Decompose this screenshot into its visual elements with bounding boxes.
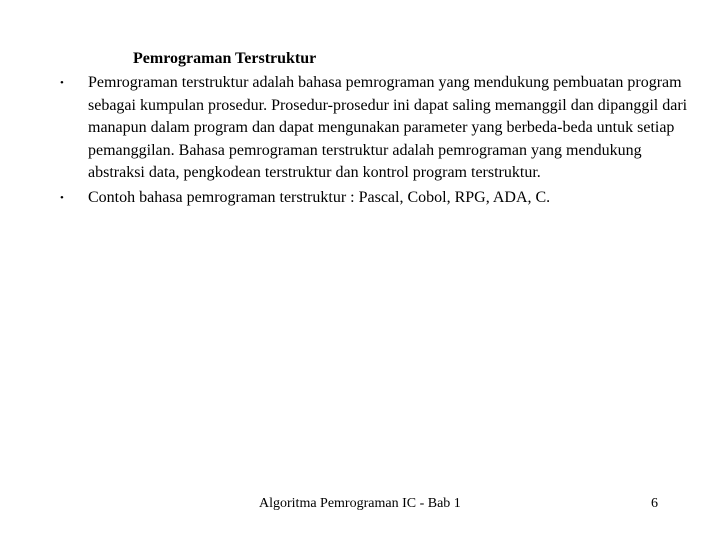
page-number: 6 [651,496,658,511]
bullet-icon: • [60,191,64,204]
slide-title: Pemrograman Terstruktur [133,50,317,67]
bullet-text: Contoh bahasa pemrograman terstruktur : Pascal, Cobol, RPG, ADA, C. [88,188,551,206]
bullet-item [60,187,690,210]
slide-footer: Algoritma Pemrograman IC - Bab 1 [259,496,461,511]
bullet-icon: • [60,77,64,89]
bullet-text: Pemrograman terstruktur adalah bahasa pemrograman yang mendukung pembuatan program sebagai kumpulan prosedur. Prosedur-prosedur ini dapat saling memanggil dan dipanggil dari manapun dalam program dan dapat mengunakan parameter yang berbeda-beda untuk setiap pemanggilan. Bahasa pemrograman terstruktur adalah pemrograman yang mendukung abstraksi data, pengkodean terstruktur dan kontrol program terstruktur. [88,74,688,181]
bullet-item [60,72,690,185]
bullet-list [60,72,690,211]
